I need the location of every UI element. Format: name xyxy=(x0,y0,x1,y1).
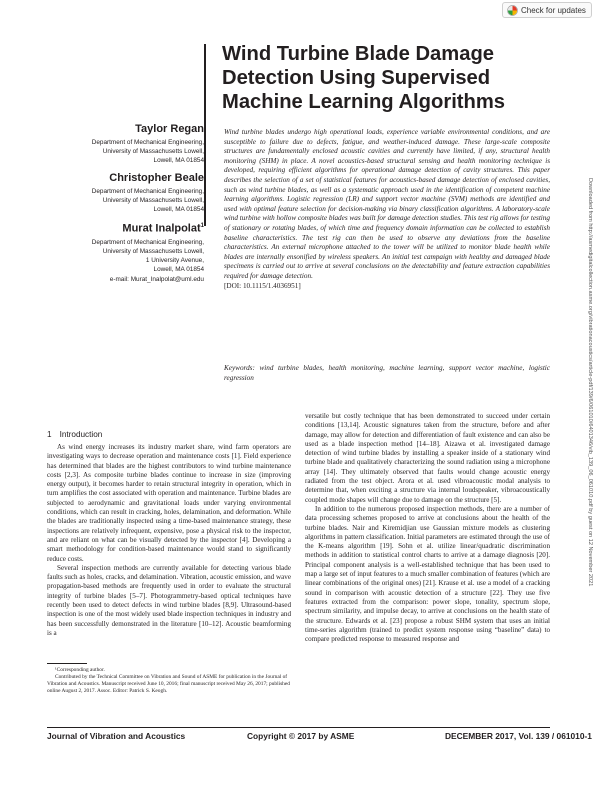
footnote: ¹Corresponding author. xyxy=(55,667,105,673)
crossmark-icon xyxy=(507,5,518,16)
author-affiliation xyxy=(68,138,204,166)
paragraph: In addition to the numerous proposed inspection methods, there are a number of data processing schemes proposed to arrive at conclusions about the health of the turbine blades. Nair and Kiremidjian use Gaussian mixture models as clustering algorithms in pattern classification. Initial parameters are estimated through the use of the K-means algorithm [19]. Sohn et al. utilize linear/quadratic discrimination methods in addition to statistical control charts to arrive at a damage diagnosis [20]. Principal component analysis is a well-established technique that has been used to map a large set of input features to a much smaller combination of features (which are linear combinations of the original ones) [21]. Krause et al. use a model of a cracking sound in comparison with acoustic detection of a structure [22]. They use five features extracted from the comparison: power slope, tonality, spectrum slope, spectrum similarity, and impulse decay, to arrive at conclusions on the health state of the structure. Edwards et al. [23] propose a robust SHM system that uses an initial time-series algorithm (trained to predict system response using “baseline” data) to compare predicted response to measured response and xyxy=(305,504,550,644)
author-entry xyxy=(68,172,204,215)
body-column-right xyxy=(305,412,550,644)
footnote: Contributed by the Technical Committee on Vibration and Sound of ASME for publication in the Journal of Vibration and Acoustics. Manuscript received June 10, 2016; final manuscript received May 26, 2017; published online August 2, 2017. Assoc. Editor: Patrick S. Keogh. xyxy=(47,674,290,694)
author-email[interactable]: e-mail: Murat_Inalpolat@uml.edu xyxy=(109,275,204,283)
author-name-text: Murat Inalpolat xyxy=(122,222,201,235)
affiliation-line: Lowell, MA 01854 xyxy=(153,266,204,274)
affiliation-line: University of Massachusetts Lowell, xyxy=(102,196,204,204)
body-column-left xyxy=(47,443,291,638)
section-heading xyxy=(47,430,102,439)
section-number: 1 xyxy=(47,430,52,439)
title-line: Detection Using Supervised xyxy=(222,67,491,89)
affiliation-line: Lowell, MA 01854 xyxy=(153,157,204,165)
affiliation-line: University of Massachusetts Lowell, xyxy=(102,148,204,156)
author-affiliation xyxy=(68,187,204,215)
affiliation-line: University of Massachusetts Lowell, xyxy=(102,248,204,256)
check-for-updates-badge[interactable] xyxy=(502,2,592,18)
title-line: Wind Turbine Blade Damage xyxy=(222,43,495,65)
title-rule xyxy=(204,44,206,226)
section-title: Introduction xyxy=(59,430,103,439)
affiliation-line: 1 University Avenue, xyxy=(145,257,204,265)
author-name: Taylor Regan xyxy=(135,123,204,135)
affiliation-line: Lowell, MA 01854 xyxy=(153,206,204,214)
issue-info: DECEMBER 2017, Vol. 139 / 061010-1 xyxy=(445,731,592,741)
footnotes xyxy=(47,667,291,695)
author-affiliation xyxy=(68,238,204,284)
keywords: Keywords: wind turbine blades, health monitoring, machine learning, support vector machine, logistic regression xyxy=(224,364,550,382)
title-line: Machine Learning Algorithms xyxy=(222,91,506,113)
author-block xyxy=(68,123,204,290)
footnote-rule xyxy=(47,663,87,664)
paragraph: As wind energy increases its industry market share, wind farm operators are investigating ways to decrease operation and maintenance costs [1]. Field experience has determined that blades are the highest contributors to wind turbine maintenance costs [2,3]. As composite turbine blades continue to increase in size (improving energy output), it becomes harder to retain structural integrity in operation, which in turn amplifies the cost associated with operation and maintenance. Turbine blades are subjected to aerodynamic and gravitational loads under varying environmental conditions, which can result in cracking, holes, delamination, and deformation. While the blades are traditionally inspected using a time-based maintenance strategy, these inspections are relatively infrequent, expensive, pose a physical risk to the inspector, and are reliant on what can be visually detected by the inspector [4]. Developing a smart methodology for condition-based maintenance would stand to significantly reduce costs. xyxy=(47,443,291,563)
paragraph: Several inspection methods are currently available for detecting various blade faults such as holes, cracks, and delamination. Vibration, acoustic emission, and wave propagation-based methods are frequently used in order to evaluate the structural integrity of turbine blades [5–7]. Photogrammetry-based optical techniques have recently been used to detect defects in wind turbine blades [8,9]. Ultrasound-based inspection is one of the most widely used blade inspection techniques in industry and has been successfully demonstrated in the literature [10–12]. Acoustic beamforming is a xyxy=(47,563,291,637)
copyright: Copyright © 2017 by ASME xyxy=(247,731,355,741)
author-name xyxy=(68,220,204,236)
affiliation-line: Department of Mechanical Engineering, xyxy=(91,238,204,246)
abstract-text: Wind turbine blades undergo high operational loads, experience variable environmental conditions, and are susceptible to failure due to defects, fatigue, and weather-induced damage. These large-scale composite structures are fundamentally enclosed acoustic cavities and currently have limited, if any, structural health monitoring (SHM) in place. A novel acoustics-based structural sensing and health monitoring technique is developed, requiring efficient algorithms for operational damage detection of cavity structures. This paper describes the selection of a set of statistical features for acoustics-based damage detection of enclosed cavities, such as wind turbine blades, as well as a systematic approach used in the identification of competent machine learning algorithms. Logistic regression (LR) and support vector machine (SVM) methods are identified and used with optimal feature selection for decision-making via binary classification algorithms. A laboratory-scale wind turbine with hollow composite blades was built for damage detection studies. This test rig allows for testing of stationary or rotating blades, of which time and frequency domain information can be collected to establish baseline characteristics. The test rig can then be used to observe any deviations from the baseline characteristics. An external microphone attached to the tower will be utilized to monitor blade health while blades are internally ensonified by wireless speakers. An initial test campaign with healthy and damaged blade specimens is carried out to arrive at several conclusions on the detectability and feature extraction capabilities required for damage detection. xyxy=(224,128,550,280)
author-superscript: 1 xyxy=(200,223,204,230)
download-notice xyxy=(584,178,593,698)
paper-title xyxy=(222,42,522,114)
journal-name: Journal of Vibration and Acoustics xyxy=(47,731,186,741)
footer-rule xyxy=(47,727,550,728)
download-notice-text: Downloaded from http://asmedigitalcollection.asme.org/vibrationacoustics/article-pdf/139/6/061010/6401346/vib_139_06_061010.pdf by guest on 12 November 2021 xyxy=(587,178,593,587)
affiliation-line: Department of Mechanical Engineering, xyxy=(91,187,204,195)
doi[interactable]: [DOI: 10.1115/1.4036951] xyxy=(224,281,301,290)
affiliation-line: Department of Mechanical Engineering, xyxy=(91,139,204,146)
author-entry xyxy=(68,220,204,284)
author-name: Christopher Beale xyxy=(109,171,204,184)
paragraph: versatile but costly technique that has been demonstrated to succeed under certain conditions [13,14]. Acoustic signatures taken from the structure, before and after damage, may allow for detection and differentiation of fault existence and can also be used as a blade inspection method [14–18]. Aizawa et al. investigated damage detection of wind turbine blades by installing a speaker inside of a stationary wind turbine blade and qualitatively characterizing the sound radiation using a microphone array [14]. They ultimately observed that faults would change acoustic energy radiated from the test object. Arora et al. used vibroacoustic modal analysis to determine that, when exciting a structure via internal loudspeaker, vibroacoustically coupled mode shapes will change due to damage on the structure [5]. xyxy=(305,412,550,504)
author-entry xyxy=(68,123,204,166)
badge-label: Check for updates xyxy=(521,5,586,15)
abstract xyxy=(224,128,550,291)
